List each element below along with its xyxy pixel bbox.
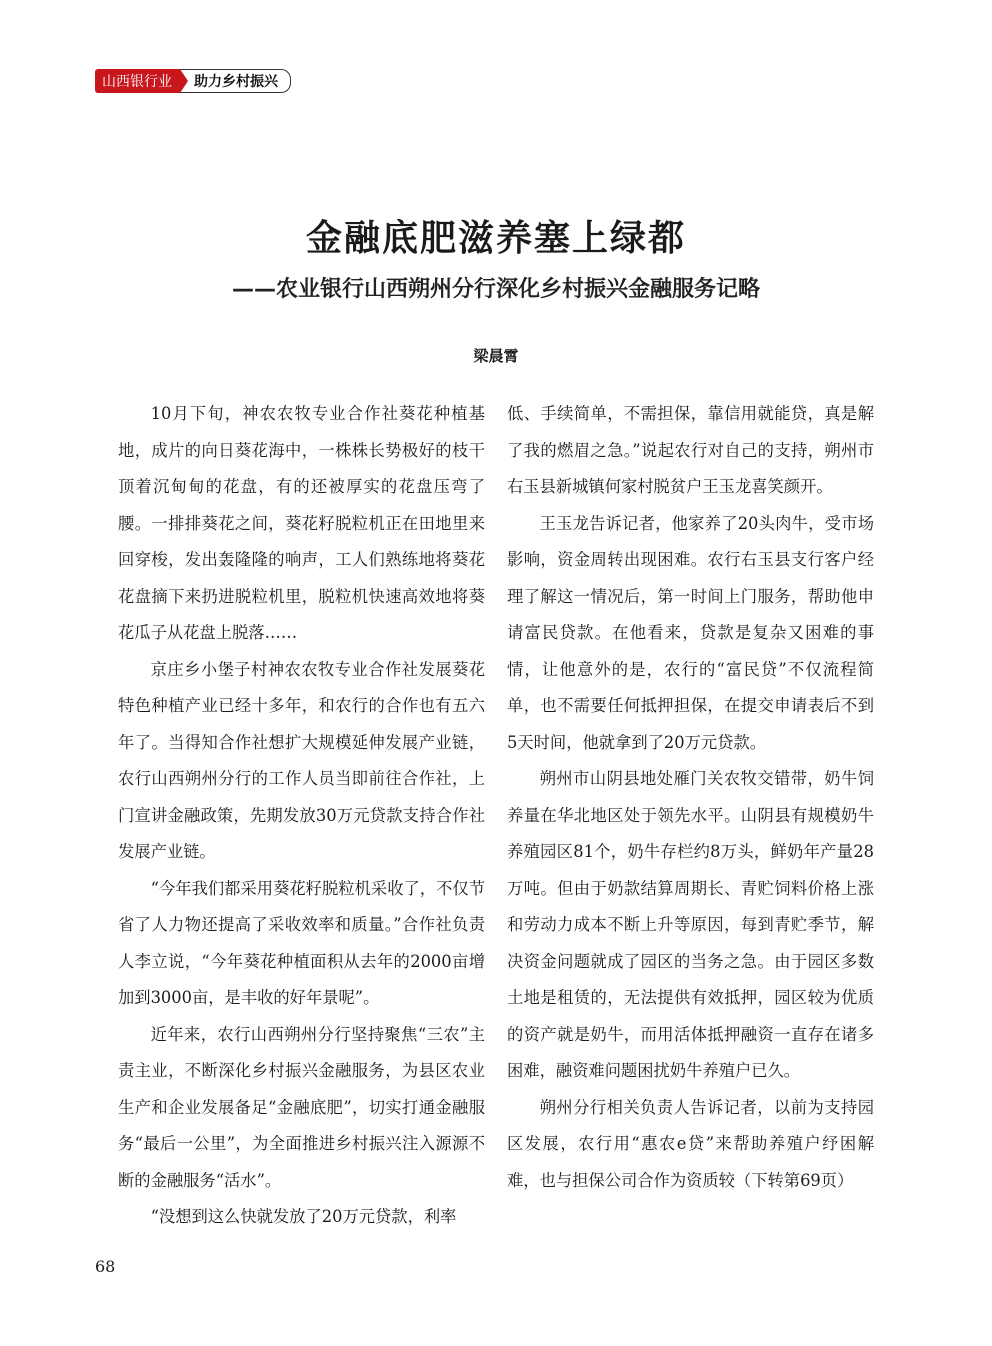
section-tag-primary: 山西银行业 [95,69,180,93]
paragraph: 10月下旬，神农农牧专业合作社葵花种植基地，成片的向日葵花海中，一株株长势极好的枝干顶着沉甸甸的花盘，有的还被厚实的花盘压弯了腰。一排排葵花之间，葵花籽脱粒机正在田地里来回穿梭，发出轰隆隆的响声，工人们熟练地将葵花花盘摘下来扔进脱粒机里，脱粒机快速高效地将葵花瓜子从花盘上脱落…… [118,404,485,642]
article-author: 梁晨霄 [473,347,519,365]
section-tag-secondary: 助力乡村振兴 [180,69,291,93]
section-tag [95,69,291,93]
paragraph: “没想到这么快就发放了20万元贷款，利率 [150,1207,457,1226]
paragraph: “今年我们都采用葵花籽脱粒机采收了，不仅节省了人力物还提高了采收效率和质量。”合作社负责人李立说，“今年葵花种植面积从去年的2000亩增加到3000亩，是丰收的好年景呢”。 [118,878,485,1007]
paragraph: 朔州市山阴县地处雁门关农牧交错带，奶牛饲养量在华北地区处于领先水平。山阴县有规模奶牛养殖园区81个，奶牛存栏约8万头，鲜奶年产量28万吨。但由于奶款结算周期长、青贮饲料价格上涨和劳动力成本不断上升等原因，每到青贮季节，解决资金问题就成了园区的当务之急。由于园区多数土地是租赁的，无法提供有效抵押，园区较为优质的资产就是奶牛，而用活体抵押融资一直存在诸多困难，融资难问题困扰奶牛养殖户已久。 [507,769,874,1080]
page-number: 68 [95,1257,116,1276]
left-column [118,396,485,1236]
right-column [507,396,874,1199]
paragraph: 王玉龙告诉记者，他家养了20头肉牛，受市场影响，资金周转出现困难。农行右玉县支行客户经理了解这一情况后，第一时间上门服务，帮助他申请富民贷款。在他看来，贷款是复杂又困难的事情，让他意外的是，农行的“富民贷”不仅流程简单，也不需要任何抵押担保，在提交申请表后不到5天时间，他就拿到了20万元贷款。 [507,513,874,752]
paragraph-continued: 低、手续简单，不需担保，靠信用就能贷，真是解了我的燃眉之急。”说起农行对自己的支持，朔州市右玉县新城镇何家村脱贫户王玉龙喜笑颜开。 [507,404,874,496]
paragraph: 京庄乡小堡子村神农农牧专业合作社发展葵花特色种植产业已经十多年，和农行的合作也有五六年了。当得知合作社想扩大规模延伸发展产业链，农行山西朔州分行的工作人员当即前往合作社，上门宣讲金融政策，先期发放30万元贷款支持合作社发展产业链。 [118,659,485,861]
article-title: 金融底肥滋养塞上绿都 [305,217,686,259]
paragraph: 近年来，农行山西朔州分行坚持聚焦“三农”主责主业，不断深化乡村振兴金融服务，为县区农业生产和企业发展备足“金融底肥”，切实打通金融服务“最后一公里”，为全面推进乡村振兴注入源源不断的金融服务“活水”。 [118,1024,485,1190]
paragraph: 朔州分行相关负责人告诉记者，以前为支持园区发展，农行用“惠农e贷”来帮助养殖户纾困解难，也与担保公司合作为资质较（下转第69页） [507,1097,874,1190]
article-subtitle: ——农业银行山西朔州分行深化乡村振兴金融服务记略 [231,277,760,302]
